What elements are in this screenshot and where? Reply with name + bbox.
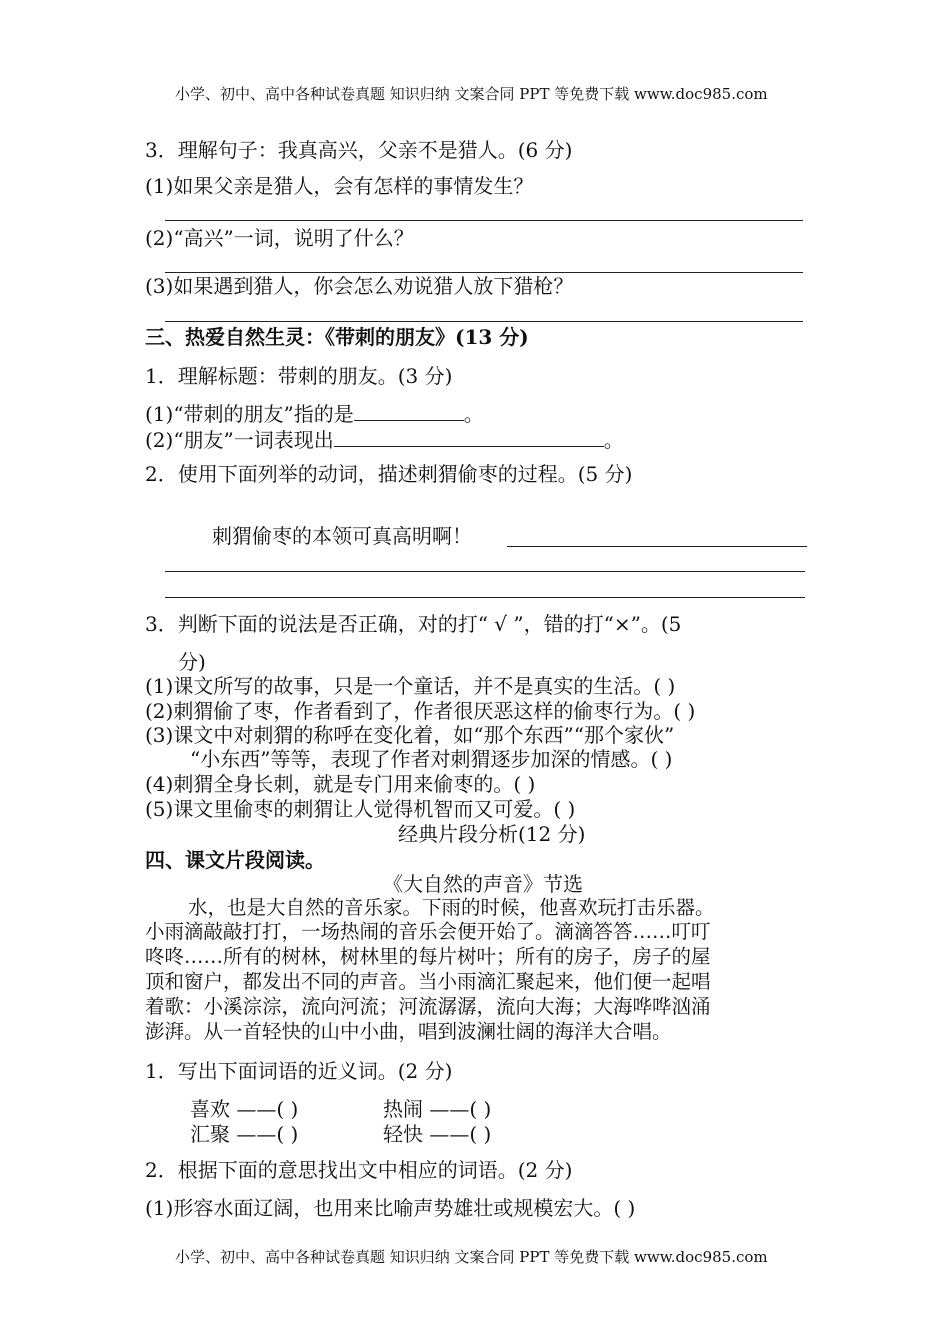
section-3-question-3-title-cont: 分) xyxy=(178,650,206,674)
section-4-question-1-title: 1．写出下面词语的近义词。(2 分) xyxy=(145,1059,453,1083)
judgement-item-2: (2)刺猬偷了枣，作者看到了，作者很厌恶这样的偷枣行为。( ) xyxy=(145,699,696,723)
sub-2-suffix: 。 xyxy=(603,428,624,452)
section-3-question-3-title: 3．判断下面的说法是否正确，对的打“ √ ”，错的打“×”。(5 xyxy=(145,612,682,636)
question-3-sub-3: (3)如果遇到猎人，你会怎么劝说猎人放下猎枪？ xyxy=(145,274,574,298)
answer-line[interactable] xyxy=(165,220,803,221)
synonym-item-4: 轻快 ——( ) xyxy=(383,1122,492,1146)
fill-blank[interactable] xyxy=(334,426,604,447)
question-3-title: 3．理解句子：我真高兴，父亲不是猎人。(6 分) xyxy=(145,138,573,162)
sub-1-suffix: 。 xyxy=(463,402,484,426)
synonym-item-3: 汇聚 ——( ) xyxy=(190,1122,299,1146)
sub-1-prefix: (1)“带刺的朋友”指的是 xyxy=(145,402,354,426)
section-3-title: 三、热爱自然生灵：《带刺的朋友》(13 分) xyxy=(145,325,529,349)
answer-line[interactable] xyxy=(507,546,807,547)
page-footer: 小学、初中、高中各种试卷真题 知识归纳 文案合同 PPT 等免费下载 www.doc985.com xyxy=(175,1248,768,1266)
judgement-item-1: (1)课文所写的故事，只是一个童话，并不是真实的生活。( ) xyxy=(145,674,676,698)
section-3-question-1-sub-1 xyxy=(145,400,484,426)
passage-line-3: 咚咚……所有的树林，树林里的每片树叶；所有的房子，房子的屋 xyxy=(145,945,711,968)
page-header: 小学、初中、高中各种试卷真题 知识归纳 文案合同 PPT 等免费下载 www.doc985.com xyxy=(175,85,768,103)
judgement-item-5: (5)课文里偷枣的刺猬让人觉得机智而又可爱。( ) xyxy=(145,797,576,821)
passage-line-1: 水，也是大自然的音乐家。下雨的时候，他喜欢玩打击乐器。 xyxy=(188,896,715,919)
section-3-question-2-title: 2．使用下面列举的动词，描述刺猬偷枣的过程。(5 分) xyxy=(145,462,633,486)
section-3-question-1-title: 1．理解标题：带刺的朋友。(3 分) xyxy=(145,364,453,388)
synonym-item-2: 热闹 ——( ) xyxy=(383,1097,492,1121)
judgement-item-3: (3)课文中对刺猬的称呼在变化着，如“那个东西”“那个家伙” xyxy=(145,723,675,747)
judgement-item-4: (4)刺猬全身长刺，就是专门用来偷枣的。( ) xyxy=(145,772,536,796)
passage-line-5: 着歌：小溪淙淙，流向河流；河流潺潺，流向大海；大海哗哗汹涌 xyxy=(145,995,711,1018)
classic-heading: 经典片段分析(12 分) xyxy=(398,822,586,846)
section-4-title: 四、课文片段阅读。 xyxy=(145,848,325,872)
section-4-question-2-title: 2．根据下面的意思找出文中相应的词语。(2 分) xyxy=(145,1158,573,1182)
answer-line[interactable] xyxy=(165,571,805,572)
question-3-sub-1: (1)如果父亲是猎人，会有怎样的事情发生？ xyxy=(145,174,534,198)
answer-line[interactable] xyxy=(165,597,805,598)
fill-blank[interactable] xyxy=(354,400,464,421)
question-3-sub-2: (2)“高兴”一词，说明了什么？ xyxy=(145,226,414,250)
answer-line[interactable] xyxy=(165,272,803,273)
section-3-question-2-lead: 刺猬偷枣的本领可真高明啊！ xyxy=(212,524,472,548)
passage-title: 《大自然的声音》节选 xyxy=(383,872,583,896)
sub-2-prefix: (2)“朋友”一词表现出 xyxy=(145,428,334,452)
section-4-question-2-sub-1: (1)形容水面辽阔，也用来比喻声势雄壮或规模宏大。( ) xyxy=(145,1196,636,1220)
section-3-question-1-sub-2 xyxy=(145,426,624,452)
passage-line-2: 小雨滴敲敲打打，一场热闹的音乐会便开始了。滴滴答答……叮叮 xyxy=(145,920,711,943)
answer-line[interactable] xyxy=(165,321,803,322)
synonym-item-1: 喜欢 ——( ) xyxy=(190,1097,299,1121)
judgement-item-3-cont: “小东西”等等，表现了作者对刺猬逐步加深的情感。( ) xyxy=(190,747,673,771)
passage-line-4: 顶和窗户，都发出不同的声音。当小雨滴汇聚起来，他们便一起唱 xyxy=(145,970,711,993)
passage-line-6: 澎湃。从一首轻快的山中小曲，唱到波澜壮阔的海洋大合唱。 xyxy=(145,1020,672,1043)
